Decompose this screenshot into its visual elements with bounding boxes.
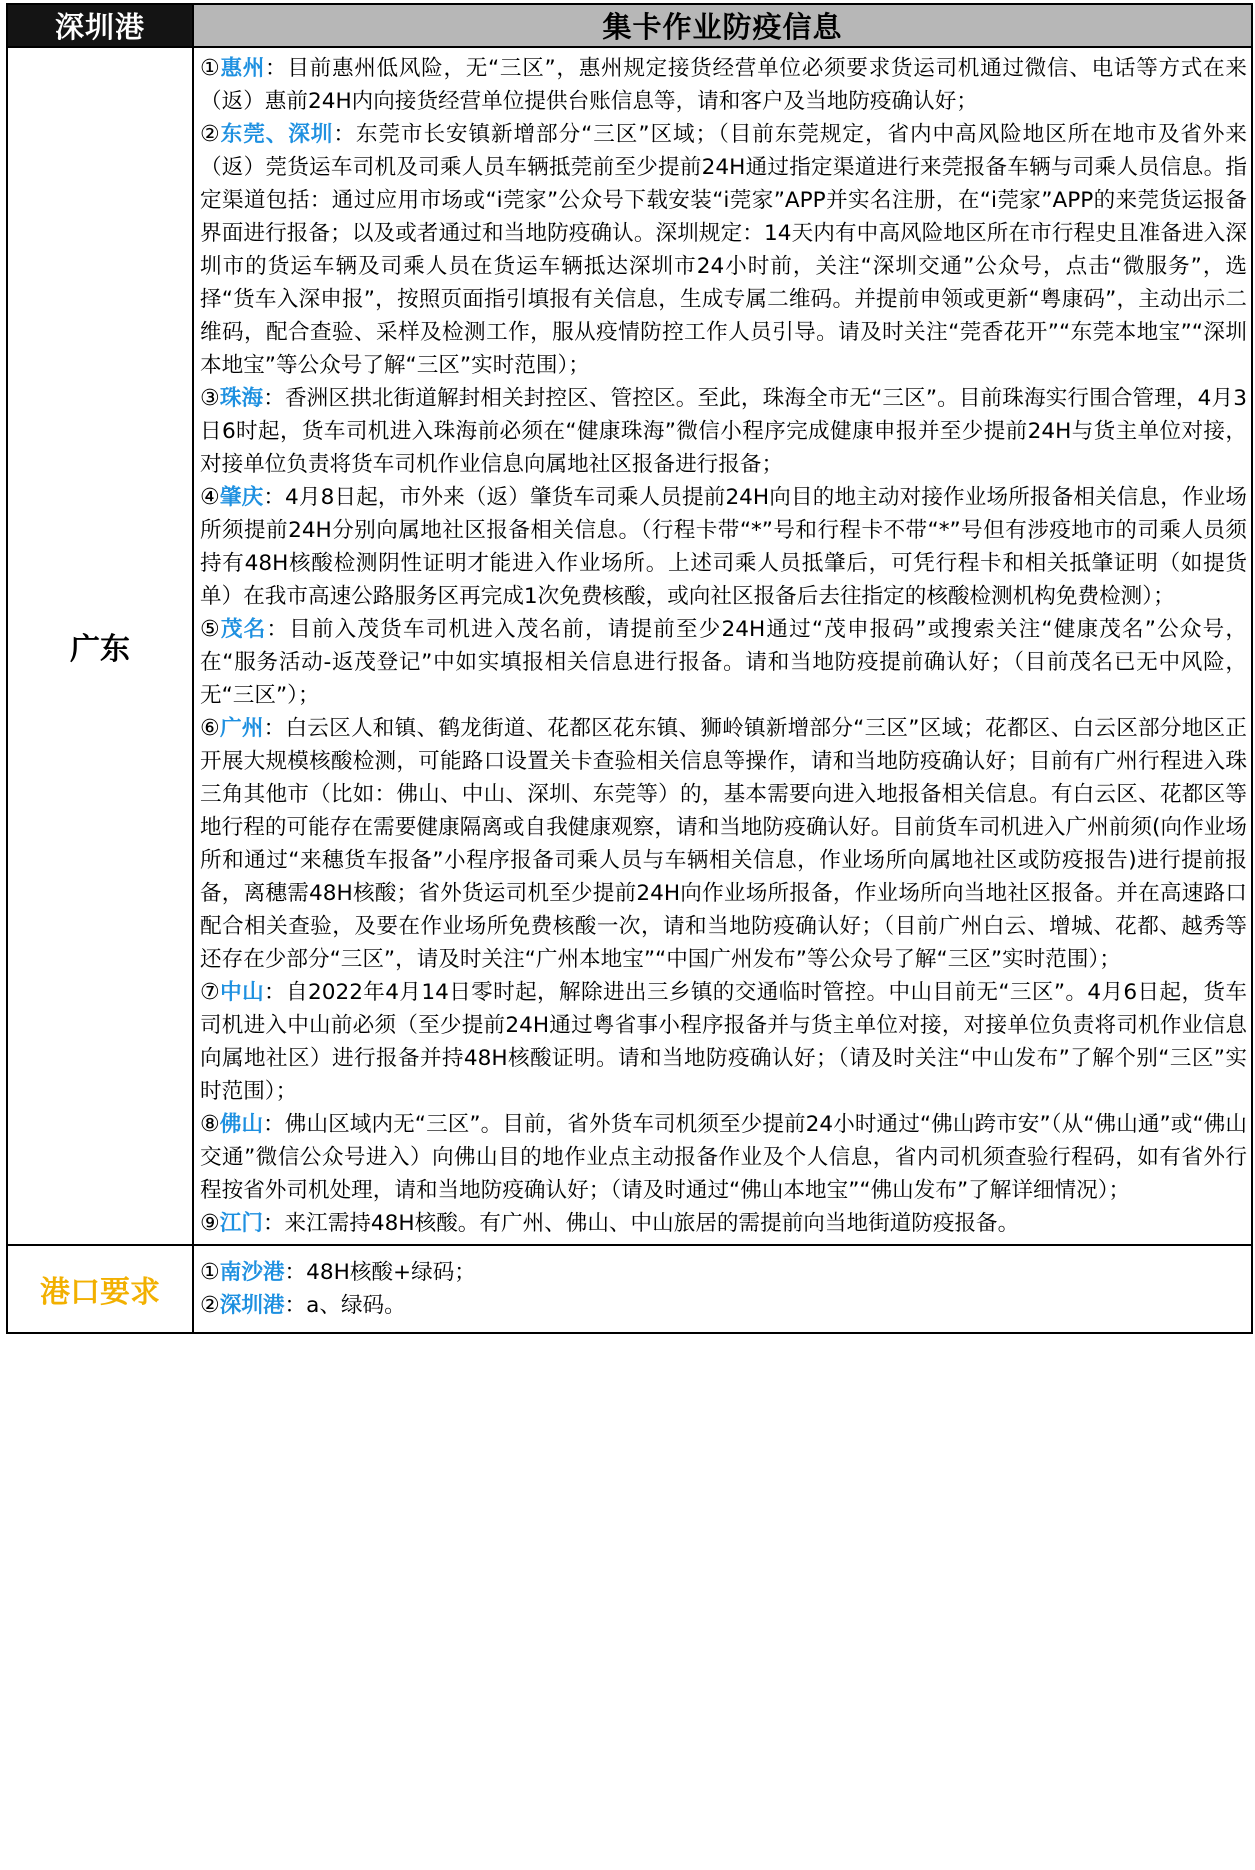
city-name: 佛山 <box>219 1112 264 1137</box>
city-name: 惠州 <box>220 56 266 81</box>
port-requirements-label: 港口要求 <box>7 1245 193 1333</box>
list-item-dongguan-shenzhen: ②东莞、深圳：东莞市长安镇新增部分“三区”区域；（目前东莞规定，省内中高风险地区所在地市及省外来（返）莞货运车司机及司乘人员车辆抵莞前至少提前24H通过指定渠道进行来莞报备车辆与司乘人员信息。指定渠道包括：通过应用市场或“i莞家”公众号下载安装“i莞家”APP并实名注册，在“i莞家”APP的来莞货运报备界面进行报备；以及或者通过和当地防疫确认。深圳规定：14天内有中高风险地区所在市行程史且准备进入深圳市的货运车辆及司乘人员在货运车辆抵达深圳市24小时前，关注“深圳交通”公众号，点击“微服务”，选择“货车入深申报”，按照页面指引填报有关信息，生成专属二维码。并提前申领或更新“粤康码”，主动出示二维码，配合查验、采样及检测工作，服从疫情防控工作人员引导。请及时关注“莞香花开”“东莞本地宝”“深圳本地宝”等公众号了解“三区”实时范围）； <box>200 122 1247 378</box>
city-name: 茂名 <box>220 617 267 642</box>
city-name: 东莞、深圳 <box>220 122 334 147</box>
list-item-shenzhen-port: ②深圳港：a、绿码。 <box>200 1293 406 1318</box>
guangdong-row <box>7 47 1252 1245</box>
list-item-foshan: ⑧佛山：佛山区域内无“三区”。目前，省外货车司机须至少提前24小时通过“佛山跨市安”（从“佛山通”或“佛山交通”微信公众号进入）向佛山目的地作业点主动报备作业及个人信息，省内司机须查验行程码，如有省外行程按省外司机处理，请和当地防疫确认好；（请及时通过“佛山本地宝”“佛山发布”了解详细情况）； <box>200 1112 1247 1203</box>
list-item-guangzhou: ⑥广州：白云区人和镇、鹤龙街道、花都区花东镇、狮岭镇新增部分“三区”区域；花都区、白云区部分地区正开展大规模核酸检测，可能路口设置关卡查验相关信息等操作，请和当地防疫确认好；目前有广州行程进入珠三角其他市（比如：佛山、中山、深圳、东莞等）的，基本需要向进入地报备相关信息。有白云区、花都区等地行程的可能存在需要健康隔离或自我健康观察，请和当地防疫确认好。目前货车司机进入广州前须(向作业场所和通过“来穗货车报备”小程序报备司乘人员与车辆相关信息，作业场所向属地社区或防疫报告)进行提前报备，离穗需48H核酸；省外货运司机至少提前24H向作业场所报备，作业场所向当地社区报备。并在高速路口配合相关查验，及要在作业场所免费核酸一次，请和当地防疫确认好；（目前广州白云、增城、花都、越秀等还存在少部分“三区”，请及时关注“广州本地宝”“中国广州发布”等公众号了解“三区”实时范围）； <box>200 716 1247 972</box>
city-name: 江门 <box>219 1211 263 1236</box>
list-item-zhongshan: ⑦中山：自2022年4月14日零时起，解除进出三乡镇的交通临时管控。中山目前无“三区”。4月6日起，货车司机进入中山前必须（至少提前24H通过粤省事小程序报备并与货主单位对接，对接单位负责将司机作业信息向属地社区）进行报备并持48H核酸证明。请和当地防疫确认好；（请及时关注“中山发布”了解个别“三区”实时范围）； <box>200 980 1247 1104</box>
header-title: 集卡作业防疫信息 <box>193 4 1252 47</box>
port-requirements-row <box>7 1245 1252 1333</box>
list-item-huizhou: ①惠州：目前惠州低风险，无“三区”，惠州规定接货经营单位必须要求货运司机通过微信、电话等方式在来（返）惠前24H内向接货经营单位提供台账信息等，请和客户及当地防疫确认好； <box>200 56 1247 114</box>
port-requirements-content <box>193 1245 1252 1333</box>
port-name: 南沙港 <box>219 1260 285 1285</box>
city-name: 肇庆 <box>219 485 264 510</box>
city-name: 广州 <box>219 716 264 741</box>
city-name: 中山 <box>220 980 265 1005</box>
list-item-zhaoqing: ④肇庆：4月8日起，市外来（返）肇货车司乘人员提前24H向目的地主动对接作业场所报备相关信息，作业场所须提前24H分别向属地社区报备相关信息。（行程卡带“*”号和行程卡不带“*”号但有涉疫地市的司乘人员须持有48H核酸检测阴性证明才能进入作业场所。上述司乘人员抵肇后，可凭行程卡和相关抵肇证明（如提货单）在我市高速公路服务区再完成1次免费核酸，或向社区报备后去往指定的核酸检测机构免费检测）； <box>200 485 1247 609</box>
header-port-name: 深圳港 <box>7 4 193 47</box>
list-item-maoming: ⑤茂名：目前入茂货车司机进入茂名前，请提前至少24H通过“茂申报码”或搜索关注“健康茂名”公众号，在“服务活动-返茂登记”中如实填报相关信息进行报备。请和当地防疫提前确认好；（目前茂名已无中风险，无“三区”）； <box>200 617 1247 708</box>
list-item-zhuhai: ③珠海：香洲区拱北街道解封相关封控区、管控区。至此，珠海全市无“三区”。目前珠海实行围合管理，4月3日6时起，货车司机进入珠海前必须在“健康珠海”微信小程序完成健康申报并至少提前24H与货主单位对接，对接单位负责将货车司机作业信息向属地社区报备进行报备； <box>200 386 1247 477</box>
list-item-jiangmen: ⑨江门：来江需持48H核酸。有广州、佛山、中山旅居的需提前向当地街道防疫报备。 <box>200 1211 1020 1236</box>
port-name: 深圳港 <box>219 1293 285 1318</box>
region-label-guangdong: 广东 <box>7 47 193 1245</box>
city-name: 珠海 <box>219 386 264 411</box>
header-row <box>7 4 1252 47</box>
guangdong-content <box>193 47 1252 1245</box>
epidemic-info-table <box>6 3 1253 1334</box>
list-item-nansha: ①南沙港：48H核酸+绿码； <box>200 1260 476 1285</box>
